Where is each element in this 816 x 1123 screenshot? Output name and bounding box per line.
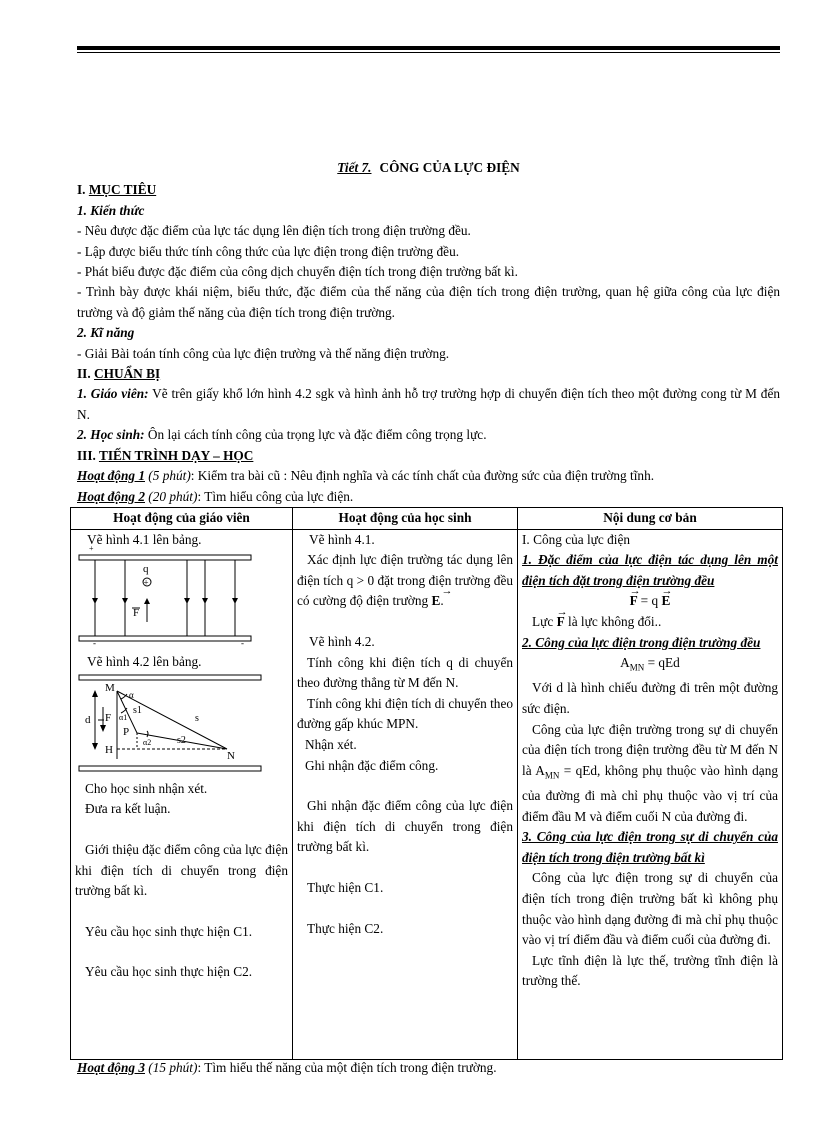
fig1-plus-top: + bbox=[89, 544, 94, 554]
lesson-name: CÔNG CỦA LỰC ĐIỆN bbox=[379, 160, 520, 175]
header-student: Hoạt động của học sinh bbox=[293, 508, 518, 530]
fig2-d-label: d bbox=[85, 713, 91, 726]
formula-force: → F = q → E bbox=[629, 585, 673, 609]
header-content: Nội dung cơ bản bbox=[518, 508, 783, 530]
fig2-alpha1-label: α1 bbox=[119, 712, 128, 722]
section-process-heading: III. TIẾN TRÌNH DẠY – HỌC bbox=[77, 447, 254, 463]
fig1-plus: + bbox=[143, 577, 149, 588]
section-objectives-heading: I. MỤC TIÊU bbox=[77, 182, 157, 198]
subheading-skills: 2. Kĩ năng bbox=[77, 325, 135, 341]
knowledge-item: - Nêu được đặc điểm của lực tác dụng lên điện tích trong điện trường đều. bbox=[77, 223, 471, 239]
figure-4-2 bbox=[77, 673, 267, 777]
knowledge-item: - Lập được biểu thức tính công thức của lực điện trong điện trường đều. bbox=[77, 243, 460, 259]
gv-step: Cho học sinh nhận xét. bbox=[85, 780, 208, 796]
gv-step: Yêu cầu học sinh thực hiện C2. bbox=[85, 964, 253, 980]
fig1-F-label: F bbox=[133, 607, 140, 620]
hs-step: Nhận xét. bbox=[305, 736, 357, 752]
table-row bbox=[71, 529, 783, 1059]
knowledge-item: - Phát biểu được đặc điểm của công dịch chuyển điện tích trong điện trường bất kì. bbox=[77, 264, 518, 280]
fig2-s-label: s bbox=[195, 712, 199, 724]
fig1-minus: - bbox=[93, 638, 96, 649]
student-column bbox=[293, 529, 518, 1059]
fig2-M-label: M bbox=[105, 681, 115, 694]
fig2-alpha2-label: α2 bbox=[143, 737, 152, 747]
fig2-P-label: P bbox=[123, 725, 130, 738]
gv-step: Đưa ra kết luận. bbox=[85, 801, 171, 817]
fig2-H-label: H bbox=[105, 743, 113, 756]
subheading-knowledge: 1. Kiến thức bbox=[77, 202, 145, 218]
content-text: Công của lực điện trường trong sự di chuyển của điện tích trong điện trường đều từ M đến N là $A_{MN}$ = qEd, không phụ thuộc vào hình dạng của đường đi mà chỉ phụ thuộc vào vị trí của điểm đầu M và điểm cuối N của đường đi. bbox=[522, 721, 778, 824]
activity-table bbox=[70, 507, 783, 1060]
content-text: Lực → F là lực không đổi.. bbox=[532, 605, 662, 629]
lesson-title bbox=[77, 158, 780, 178]
hs-step: Xác định lực điện trường tác dụng lên điện tích q > 0 đặt trong điện trường đều có cường độ điện trường → E. bbox=[297, 552, 513, 609]
hs-step: Thực hiện C2. bbox=[307, 920, 384, 936]
knowledge-item: - Trình bày được khái niệm, biểu thức, đặc điểm của thế năng của điện tích trong điện trường, quan hệ giữa công của lực điện trường và độ giảm thế năng của điện tích trong điện trường. bbox=[77, 284, 780, 320]
content-text: Lực tĩnh điện là lực thế, trường tĩnh điện là trường thế. bbox=[522, 952, 778, 989]
teacher-preparation: 1. Giáo viên: Vẽ trên giấy khổ lớn hình 4.2 sgk và hình ảnh hỗ trợ trường hợp di chuyển điện tích theo một đường cong từ M đến N. bbox=[77, 386, 780, 422]
teacher-column bbox=[71, 529, 293, 1059]
formula-work: $A_{MN}$ = qEd bbox=[620, 655, 680, 673]
content-subheading: 2. Công của lực điện trong điện trường đều bbox=[522, 634, 761, 650]
fig2-s1-label: s1 bbox=[133, 704, 142, 716]
fig2-F-label: F bbox=[105, 711, 112, 724]
header-rule-thick bbox=[77, 46, 780, 50]
figure-4-1 bbox=[77, 544, 257, 649]
content-text: Với d là hình chiếu đường đi trên một đường sức điện. bbox=[522, 680, 778, 716]
content-heading-1: I. Công của lực điện bbox=[522, 531, 631, 547]
table-header-row bbox=[71, 508, 783, 530]
activity-2: Hoạt động 2 (20 phút): Tìm hiểu công của lực điện. bbox=[77, 488, 354, 504]
hs-step: Thực hiện C1. bbox=[307, 879, 384, 895]
content-subheading: 1. Đặc điểm của lực điện tác dụng lên một điện tích đặt trong điện trường đều bbox=[522, 552, 778, 588]
lesson-number: Tiết 7. bbox=[337, 160, 372, 175]
section-preparation-heading: II. CHUẨN BỊ bbox=[77, 366, 161, 382]
gv-step: Giới thiệu đặc điểm công của lực điện khi điện tích di chuyển trong điện trường bất kì. bbox=[75, 841, 288, 899]
lesson-document bbox=[77, 158, 780, 507]
hs-step: Vẽ hình 4.1. bbox=[309, 531, 375, 547]
student-preparation: 2. Học sinh: Ôn lại cách tính công của trọng lực và đặc điểm công trọng lực. bbox=[77, 427, 487, 443]
content-subheading: 3. Công của lực điện trong sự di chuyển của điện tích trong điện trường bất kì bbox=[522, 829, 778, 865]
hs-step: Ghi nhận đặc điểm công của lực điện khi điện tích di chuyển trong điện trường bất kì. bbox=[297, 798, 513, 855]
gv-step: Vẽ hình 4.2 lên bảng. bbox=[87, 654, 202, 670]
fig1-q-label: q bbox=[143, 563, 149, 576]
gv-step: Vẽ hình 4.1 lên bảng. bbox=[87, 531, 202, 547]
header-rule-thin bbox=[77, 52, 780, 53]
hs-step: Tính công khi điện tích q di chuyển theo đường thẳng từ M đến N. bbox=[297, 654, 513, 691]
fig2-s2-label: s2 bbox=[177, 734, 186, 746]
fig1-minus: - bbox=[241, 638, 244, 649]
hs-step: Tính công khi điện tích di chuyển theo đường gấp khúc MPN. bbox=[297, 695, 513, 732]
skill-item: - Giải Bài toán tính công của lực điện trường và thế năng điện trường. bbox=[77, 345, 450, 361]
header-teacher: Hoạt động của giáo viên bbox=[71, 508, 293, 530]
activity-1: Hoạt động 1 (5 phút): Kiểm tra bài cũ : Nêu định nghĩa và các tính chất của đường sức của điện trường tĩnh. bbox=[77, 468, 655, 484]
content-column bbox=[518, 529, 783, 1059]
hs-step: Ghi nhận đặc điểm công. bbox=[305, 757, 439, 773]
hs-step: Vẽ hình 4.2. bbox=[309, 633, 375, 649]
fig2-alpha-label: α bbox=[129, 689, 134, 700]
activity-3: Hoạt động 3 (15 phút): Tìm hiểu thế năng của một điện tích trong điện trường. bbox=[77, 1060, 497, 1075]
content-text: Công của lực điện trong sự di chuyển của điện tích trong điện trường bất kì không phụ thuộc vào hình dạng đường đi mà chỉ phụ thuộc vào vị trí điểm đầu và điểm cuối của đường đi. bbox=[522, 870, 778, 948]
gv-step: Yêu cầu học sinh thực hiện C1. bbox=[85, 923, 253, 939]
fig2-N-label: N bbox=[227, 749, 235, 762]
